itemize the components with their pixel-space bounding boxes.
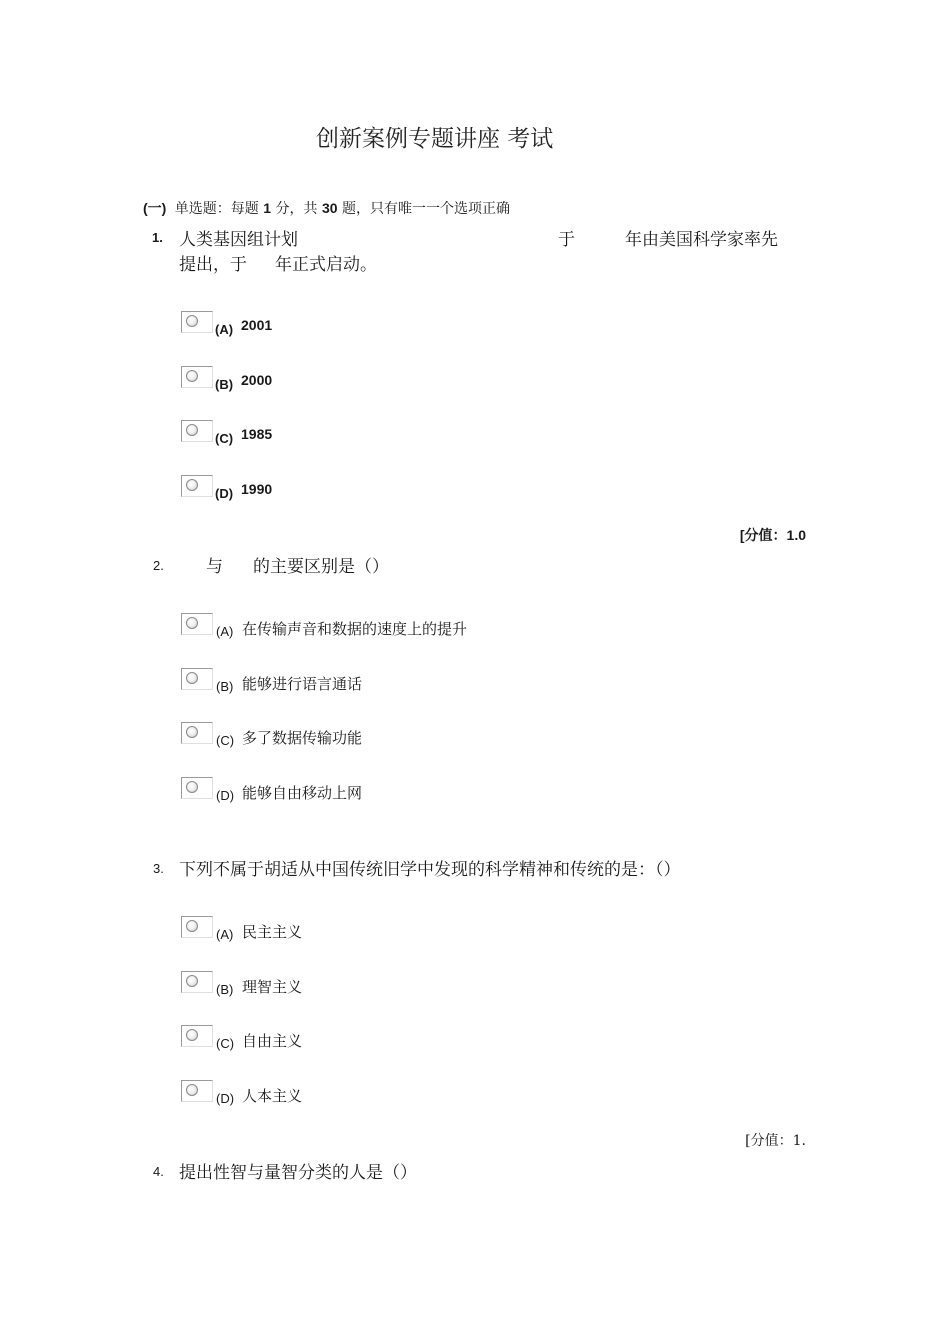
radio-circle-icon <box>186 617 198 629</box>
q1-option-a-text: 2001 <box>241 317 273 333</box>
q3-option-d-radio[interactable] <box>181 1080 213 1102</box>
question-3-text: 下列不属于胡适从中国传统旧学中发现的科学精神和传统的是：（） <box>179 860 681 880</box>
q3-option-a-radio[interactable] <box>181 916 213 938</box>
q1-option-d-text: 1990 <box>241 481 273 497</box>
section-text-b: 分，共 <box>271 201 322 217</box>
radio-circle-icon <box>186 726 198 738</box>
exam-title: 创新案例专题讲座 考试 <box>316 126 554 152</box>
question-2-text-part2: 的主要区别是（） <box>253 557 389 577</box>
q2-option-a-label: (A) <box>216 624 234 639</box>
q3-option-c-label: (C) <box>216 1036 235 1051</box>
section-header <box>143 198 510 218</box>
q2-option-a-radio[interactable] <box>181 613 213 635</box>
q1-option-b-text: 2000 <box>241 372 273 388</box>
q3-option-c-text: 自由主义 <box>242 1032 303 1050</box>
radio-circle-icon <box>186 424 198 436</box>
question-2-text-part1: 与 <box>206 557 223 577</box>
question-2-number: 2. <box>153 558 164 573</box>
question-3-score: [分值：1. <box>745 1133 806 1149</box>
section-label: (一) <box>143 200 167 216</box>
question-1-text-part4: 提出，于 <box>179 255 247 275</box>
radio-circle-icon <box>186 1029 198 1041</box>
section-points: 1 <box>263 200 272 216</box>
q2-option-c-label: (C) <box>216 733 235 748</box>
question-1-text-part2: 于 <box>558 230 575 250</box>
q3-option-b-radio[interactable] <box>181 971 213 993</box>
q3-option-d-label: (D) <box>216 1091 235 1106</box>
q3-option-a-text: 民主主义 <box>242 923 303 941</box>
q2-option-b-text: 能够进行语言通话 <box>242 675 363 693</box>
q2-option-c-radio[interactable] <box>181 722 213 744</box>
q3-option-d-text: 人本主义 <box>242 1087 303 1105</box>
q1-option-c-text: 1985 <box>241 426 273 442</box>
section-text-a: 单选题：每题 <box>174 201 264 217</box>
question-1-text-part1: 人类基因组计划 <box>179 230 298 250</box>
question-1-text-part5: 年正式启动。 <box>275 255 377 275</box>
radio-circle-icon <box>186 1084 198 1096</box>
radio-circle-icon <box>186 370 198 382</box>
radio-circle-icon <box>186 781 198 793</box>
q3-option-a-label: (A) <box>216 927 234 942</box>
q2-option-a-text: 在传输声音和数据的速度上的提升 <box>242 620 468 638</box>
question-1-number: 1. <box>152 230 163 245</box>
score-value: 1.0 <box>786 527 806 543</box>
question-1-text-part3: 年由美国科学家率先 <box>625 230 778 250</box>
q1-option-a-radio[interactable] <box>181 311 213 333</box>
q1-option-c-label: (C) <box>215 431 234 446</box>
question-1-score <box>740 525 806 545</box>
q1-option-b-radio[interactable] <box>181 366 213 388</box>
q2-option-b-label: (B) <box>216 679 234 694</box>
q1-option-c-radio[interactable] <box>181 420 213 442</box>
radio-circle-icon <box>186 920 198 932</box>
radio-circle-icon <box>186 479 198 491</box>
q3-option-c-radio[interactable] <box>181 1025 213 1047</box>
radio-circle-icon <box>186 672 198 684</box>
q1-option-d-label: (D) <box>215 486 234 501</box>
q2-option-c-text: 多了数据传输功能 <box>242 729 363 747</box>
q2-option-d-label: (D) <box>216 788 235 803</box>
section-count: 30 <box>321 200 338 216</box>
q1-option-a-label: (A) <box>215 322 234 337</box>
radio-circle-icon <box>186 315 198 327</box>
score-prefix: [分值： <box>739 527 787 543</box>
radio-circle-icon <box>186 975 198 987</box>
q1-option-d-radio[interactable] <box>181 475 213 497</box>
q3-option-b-label: (B) <box>216 982 234 997</box>
question-4-text: 提出性智与量智分类的人是（） <box>179 1163 417 1183</box>
question-4-number: 4. <box>153 1164 164 1179</box>
q1-option-b-label: (B) <box>215 377 234 392</box>
section-text-c: 题，只有唯一一个选项正确 <box>337 201 510 217</box>
q2-option-b-radio[interactable] <box>181 668 213 690</box>
question-3-number: 3. <box>153 861 164 876</box>
q3-option-b-text: 理智主义 <box>242 978 303 996</box>
q2-option-d-text: 能够自由移动上网 <box>242 784 363 802</box>
q2-option-d-radio[interactable] <box>181 777 213 799</box>
